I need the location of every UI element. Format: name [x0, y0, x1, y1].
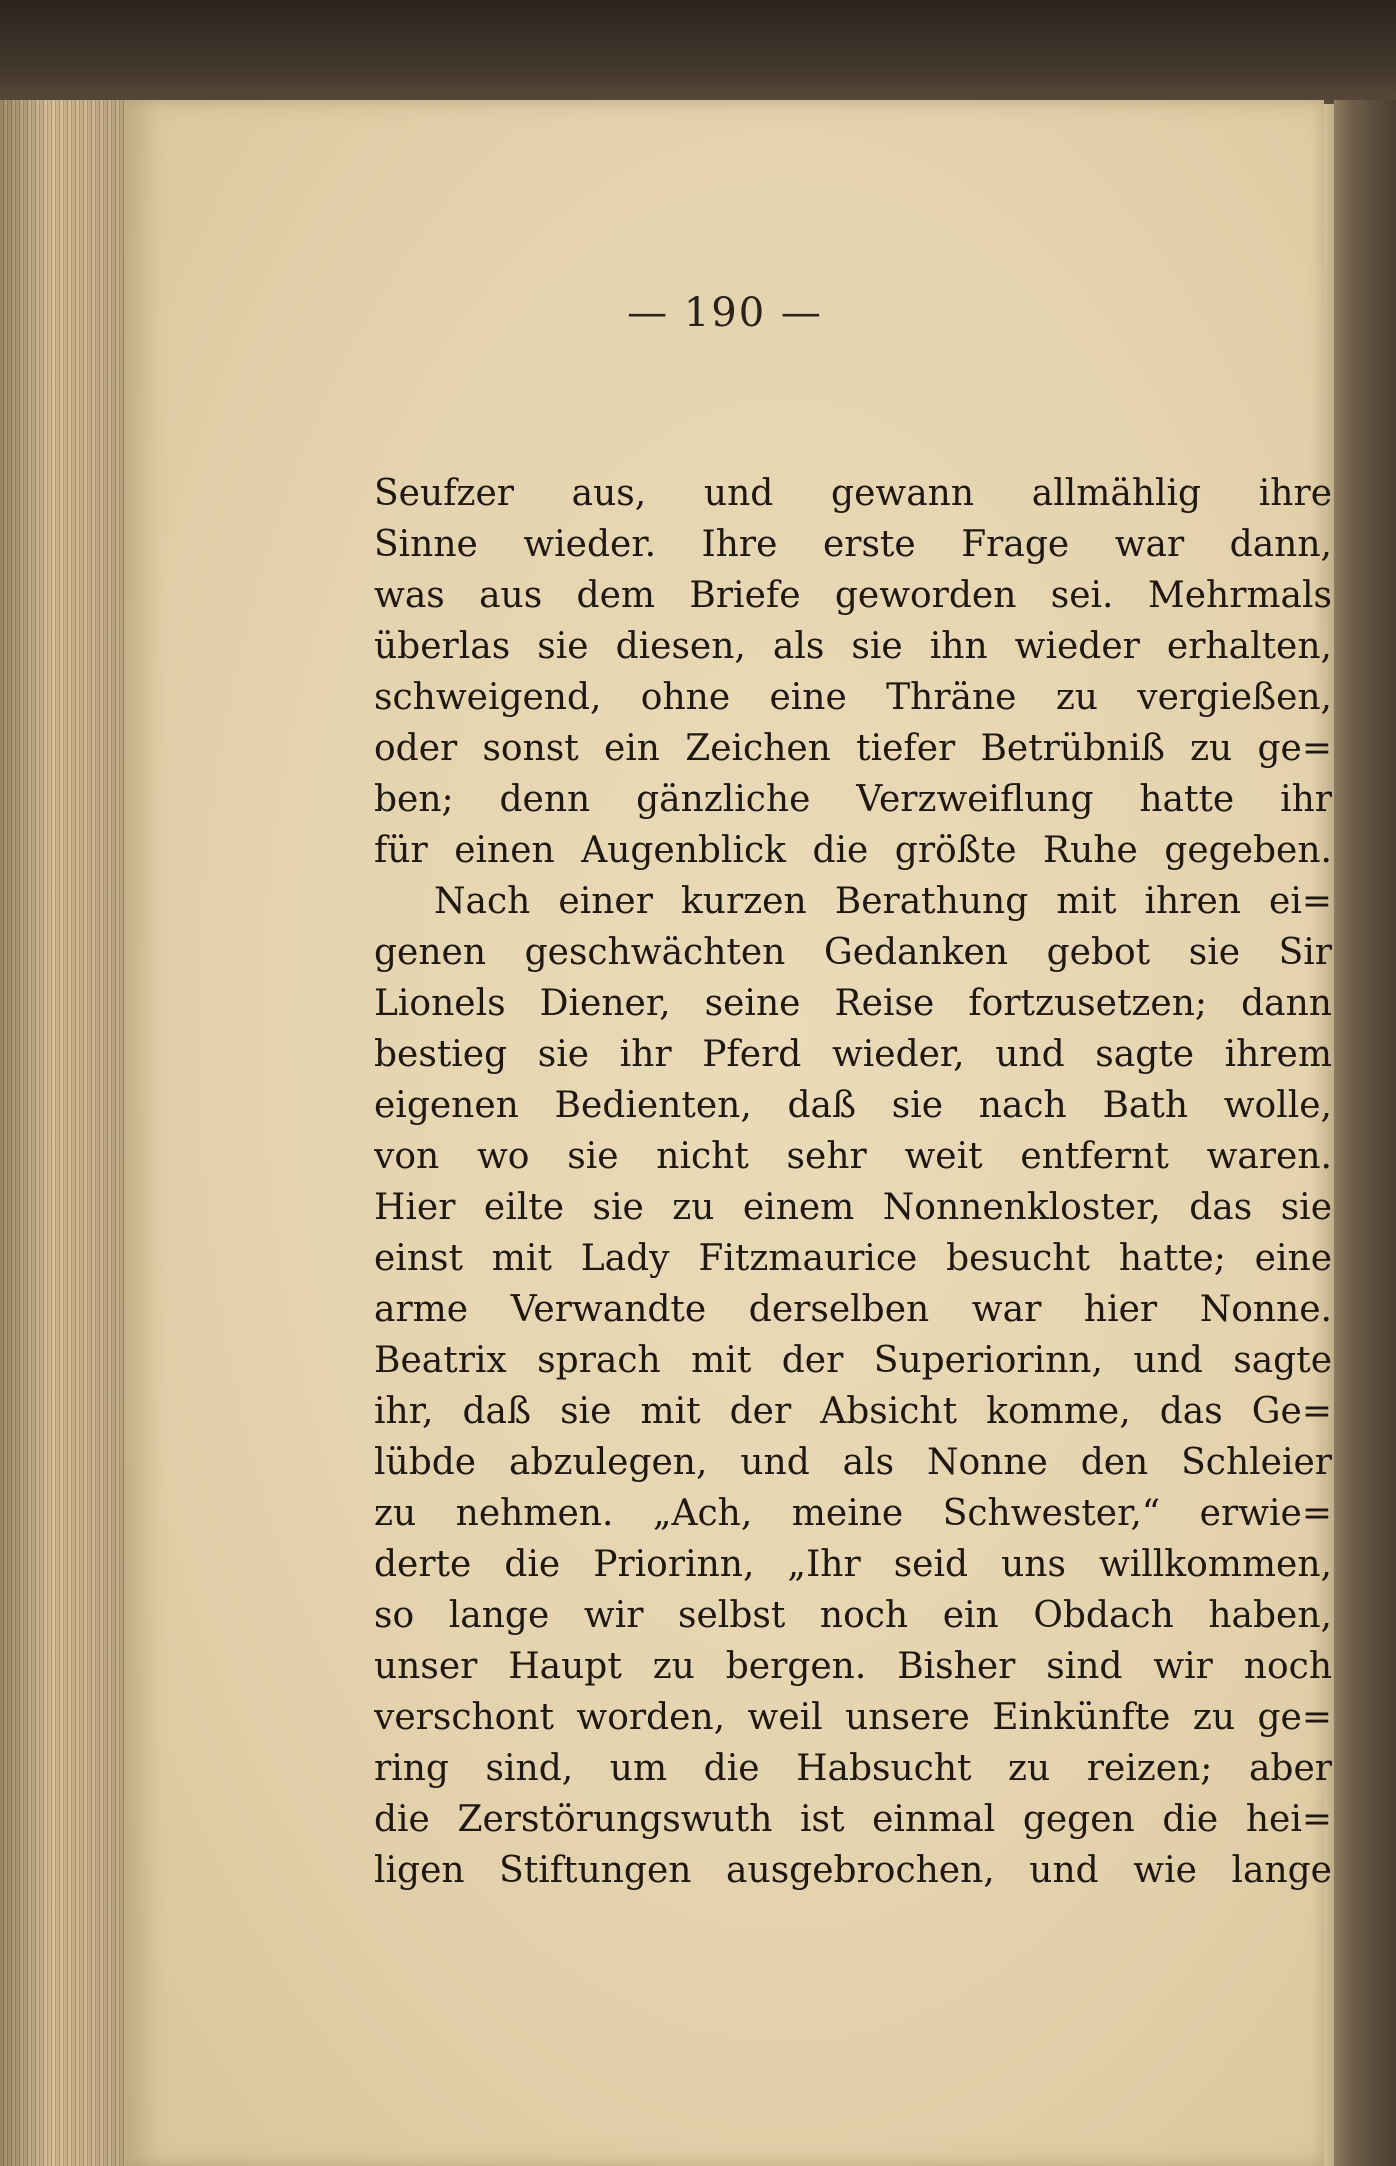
page-number: — 190 —: [627, 290, 823, 336]
text-line: Sinne wieder. Ihre erste Frage war dann,: [374, 524, 1332, 565]
text-line: die Zerstörungswuth ist einmal gegen die hei=: [374, 1799, 1332, 1840]
text-line: Lionels Diener, seine Reise fortzusetzen; dann: [374, 983, 1332, 1024]
text-line: lübde abzulegen, und als Nonne den Schleier: [374, 1442, 1332, 1483]
book-page: [126, 100, 1332, 2166]
text-line: eigenen Bedienten, daß sie nach Bath wolle,: [374, 1085, 1332, 1126]
text-line: bestieg sie ihr Pferd wieder, und sagte ihrem: [374, 1034, 1332, 1075]
text-line: überlas sie diesen, als sie ihn wieder erhalten,: [374, 626, 1332, 667]
text-line: für einen Augenblick die größte Ruhe gegeben.: [374, 830, 1332, 871]
text-line: Hier eilte sie zu einem Nonnenkloster, das sie: [374, 1187, 1332, 1228]
text-line: ihr, daß sie mit der Absicht komme, das Ge=: [374, 1391, 1332, 1432]
page-edges-shade: [0, 100, 128, 2166]
text-line: Beatrix sprach mit der Superiorinn, und sagte: [374, 1340, 1332, 1381]
text-line: ben; denn gänzliche Verzweiflung hatte ihr: [374, 779, 1332, 820]
text-line: verschont worden, weil unsere Einkünfte zu ge=: [374, 1697, 1332, 1738]
text-line: genen geschwächten Gedanken gebot sie Sir: [374, 932, 1332, 973]
text-line: einst mit Lady Fitzmaurice besucht hatte; eine: [374, 1238, 1332, 1279]
text-line-paragraph-start: Nach einer kurzen Berathung mit ihren ei=: [434, 881, 1332, 922]
text-line: so lange wir selbst noch ein Obdach haben,: [374, 1595, 1332, 1636]
text-line: arme Verwandte derselben war hier Nonne.: [374, 1289, 1332, 1330]
binding-band: [0, 0, 1396, 108]
text-line: derte die Priorinn, „Ihr seid uns willkommen,: [374, 1544, 1332, 1585]
text-line: Seufzer aus, und gewann allmählig ihre: [374, 473, 1332, 514]
body-text: [374, 468, 1332, 1896]
text-line: schweigend, ohne eine Thräne zu vergießen,: [374, 677, 1332, 718]
text-line: ring sind, um die Habsucht zu reizen; aber: [374, 1748, 1332, 1789]
text-line: von wo sie nicht sehr weit entfernt waren.: [374, 1136, 1332, 1177]
book-cover-right: [1334, 100, 1396, 2166]
text-line: oder sonst ein Zeichen tiefer Betrübniß zu ge=: [374, 728, 1332, 769]
text-line: was aus dem Briefe geworden sei. Mehrmals: [374, 575, 1332, 616]
text-line: ligen Stiftungen ausgebrochen, und wie lange: [374, 1850, 1332, 1891]
text-line: unser Haupt zu bergen. Bisher sind wir noch: [374, 1646, 1332, 1687]
text-line: zu nehmen. „Ach, meine Schwester,“ erwie=: [374, 1493, 1332, 1534]
